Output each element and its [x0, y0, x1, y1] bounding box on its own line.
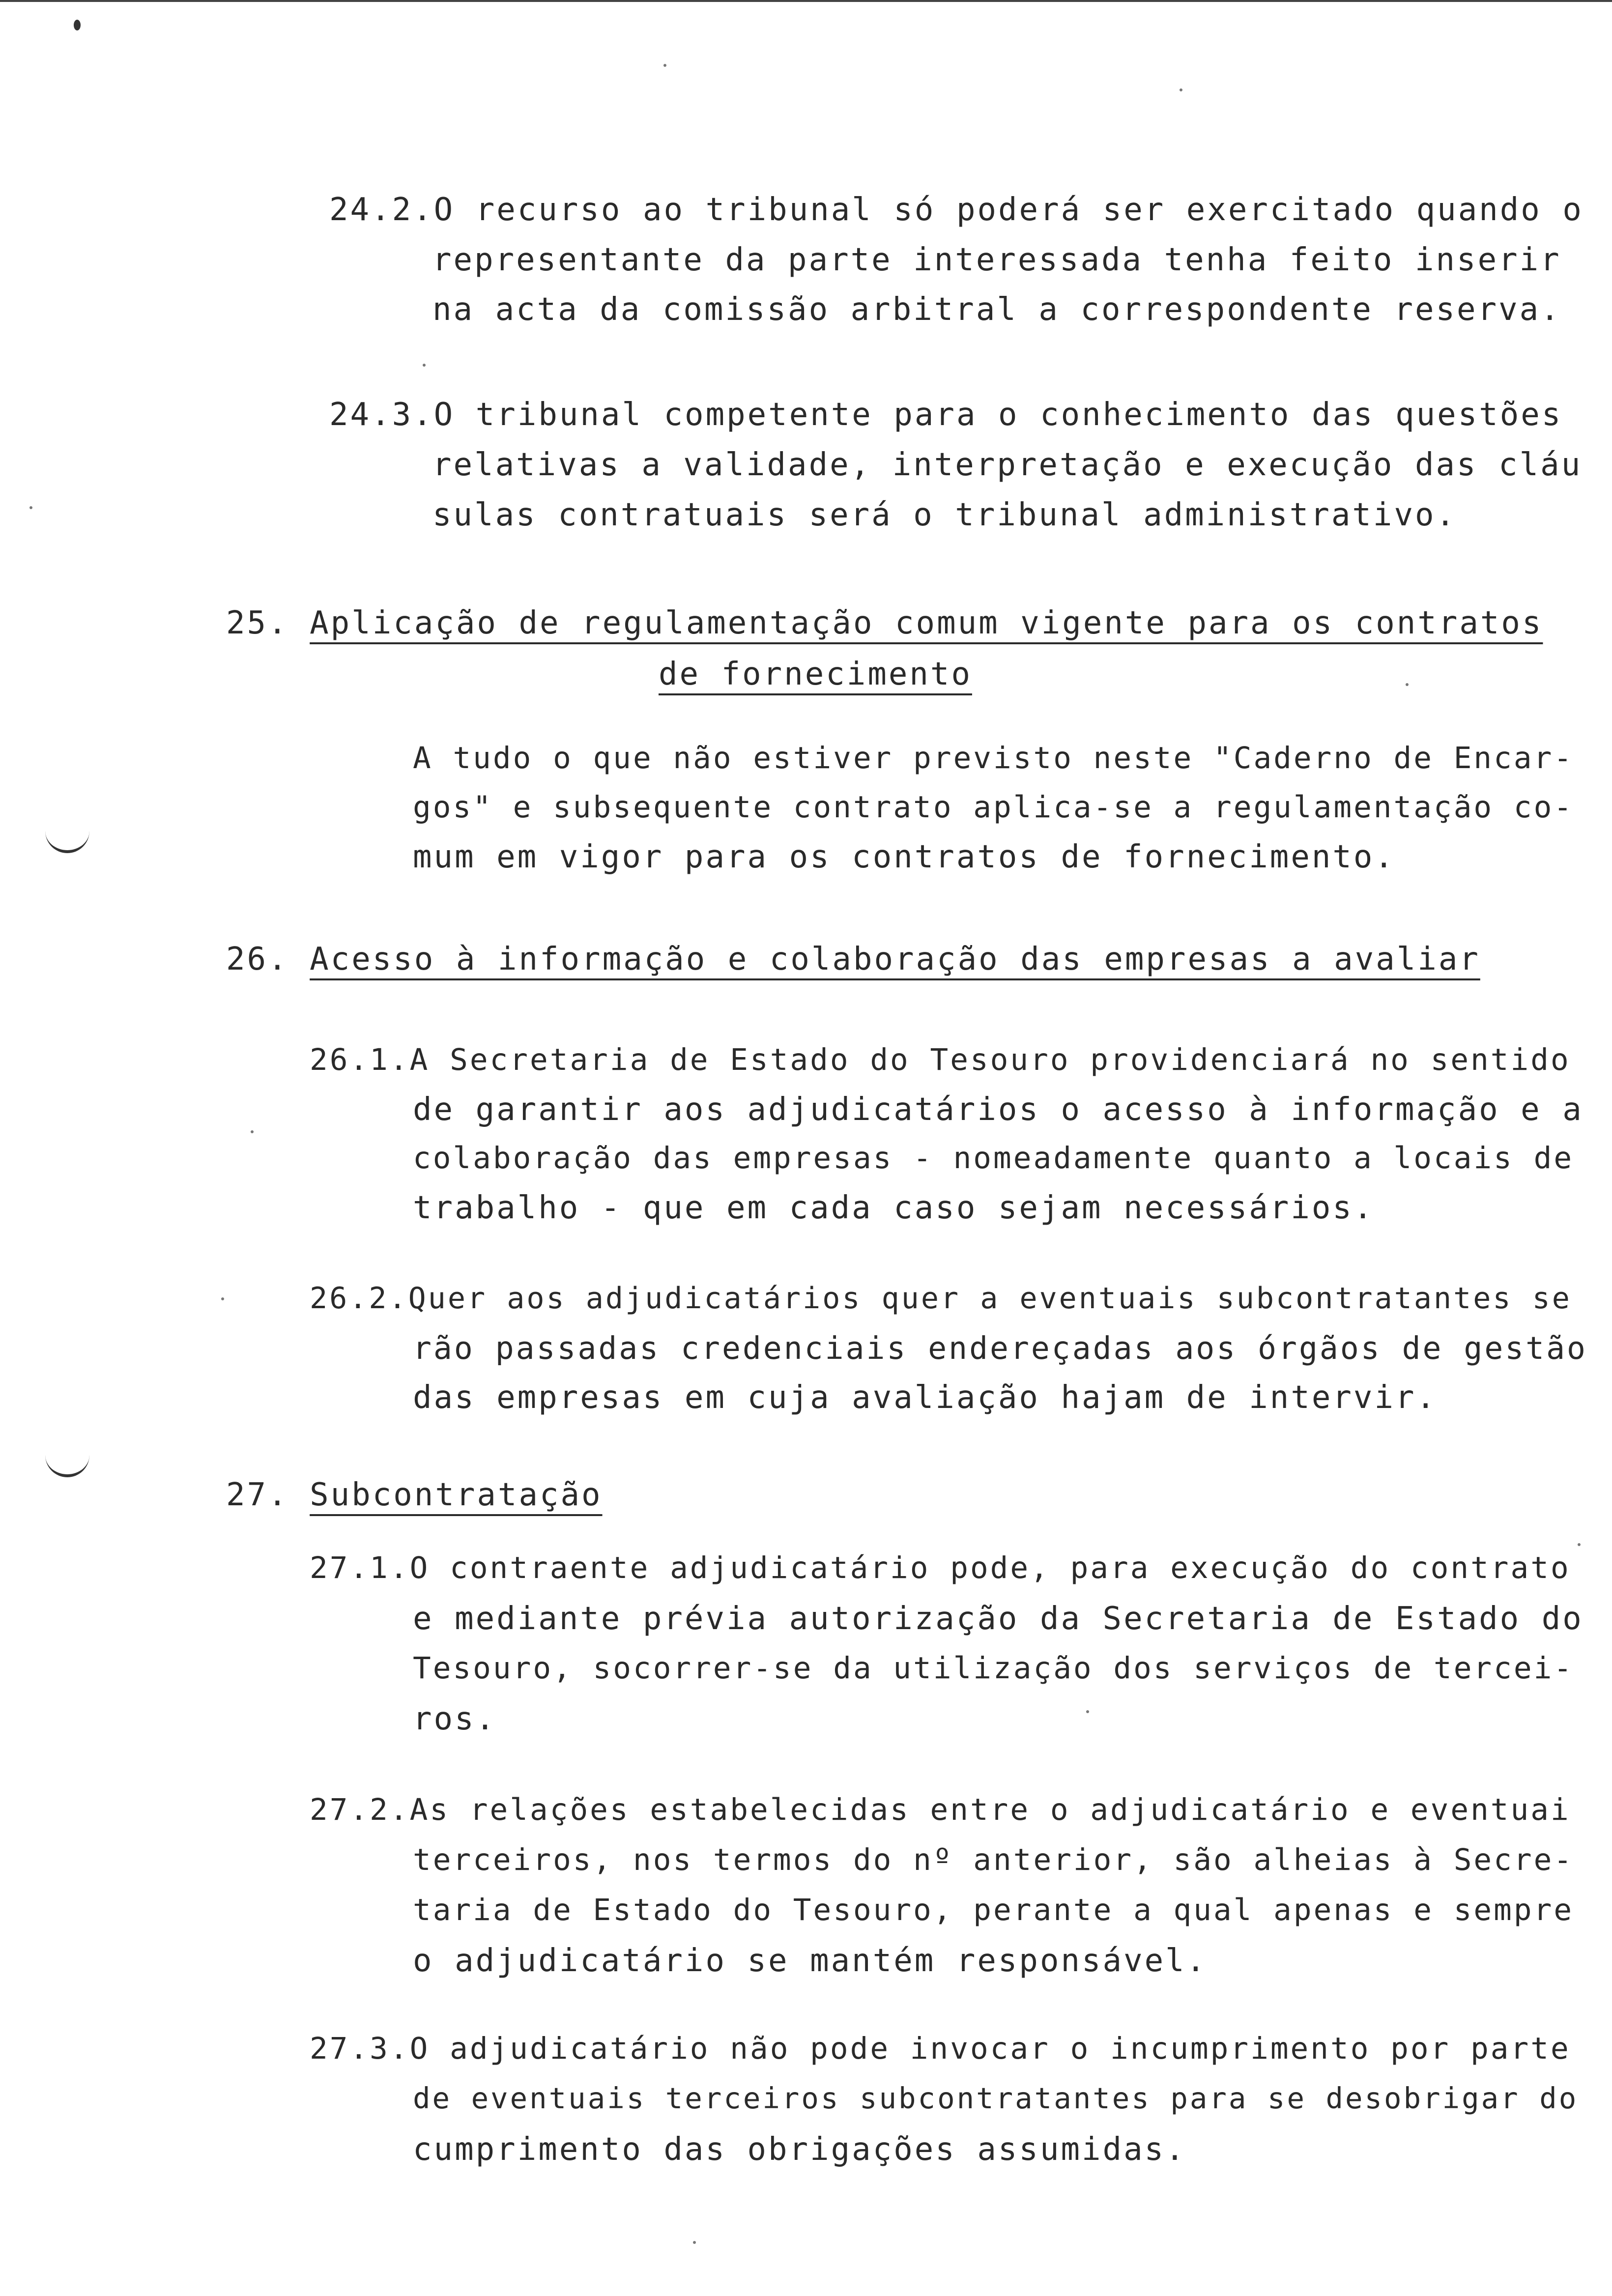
section-25-body-line-3: mum em vigor para os contratos de fornecimento. — [413, 839, 1395, 875]
clause-26-1-line-3: colaboração das empresas - nomeadamente quanto a locais de — [413, 1141, 1574, 1176]
clause-text: O tribunal competente para o conhecimento das questões — [433, 397, 1563, 433]
section-25-heading-line-2: de fornecimento — [659, 656, 972, 692]
clause-text: As relações estabelecidas entre o adjudicatário e eventuai — [409, 1792, 1571, 1827]
section-number: 25. — [226, 605, 289, 641]
clause-27-3-line-2: de eventuais terceiros subcontratantes para se desobrigar do — [413, 2081, 1579, 2115]
clause-24-2-line-3: na acta da comissão arbitral a correspondente reserva. — [432, 291, 1561, 328]
clause-number: 24.2. — [329, 192, 434, 228]
clause-27-1-line-3: Tesouro, socorrer-se da utilização dos serviços de tercei- — [413, 1651, 1574, 1686]
section-25-body-line-2: gos" e subsequente contrato aplica-se a regulamentação co- — [413, 790, 1574, 825]
section-heading: Acesso à informação e colaboração das empresas a avaliar — [310, 941, 1480, 977]
clause-27-3-line-1 — [310, 2031, 1571, 2066]
clause-27-3-line-3: cumprimento das obrigações assumidas. — [413, 2131, 1186, 2168]
section-heading: Aplicação de regulamentação comum vigente para os contratos — [310, 605, 1543, 641]
section-heading: Subcontratação — [310, 1477, 603, 1513]
clause-26-2-line-2: rão passadas credenciais endereçadas aos órgãos de gestão — [413, 1330, 1587, 1366]
clause-26-2-line-1 — [310, 1281, 1572, 1316]
clause-27-1-line-1 — [310, 1550, 1571, 1585]
section-27-heading — [226, 1479, 603, 1511]
section-26-heading — [226, 941, 1480, 977]
clause-text: O adjudicatário não pode invocar o incumprimento por parte — [409, 2031, 1571, 2066]
clause-number: 26.1. — [310, 1042, 410, 1077]
clause-27-2-line-3: taria de Estado do Tesouro, perante a qual apenas e sempre — [413, 1893, 1574, 1927]
clause-26-1-line-4: trabalho - que em cada caso sejam necessários. — [413, 1190, 1375, 1226]
section-number: 27. — [226, 1477, 289, 1513]
clause-27-1-line-4: ros. — [413, 1701, 497, 1737]
clause-text: A Secretaria de Estado do Tesouro providenciará no sentido — [409, 1042, 1571, 1077]
clause-text: O recurso ao tribunal só poderá ser exercitado quando o — [433, 192, 1583, 228]
clause-text: O contraente adjudicatário pode, para execução do contrato — [409, 1550, 1571, 1585]
clause-24-2-line-1 — [329, 194, 1583, 226]
clause-24-3-line-1 — [329, 397, 1563, 433]
clause-24-2-line-2: representante da parte interessada tenha feito inserir — [432, 242, 1561, 278]
clause-24-3-line-2: relativas a validade, interpretação e execução das cláu — [432, 447, 1583, 483]
clause-26-1-line-1 — [310, 1042, 1571, 1077]
clause-number: 27.3. — [310, 2031, 410, 2066]
clause-number: 27.2. — [310, 1792, 410, 1827]
section-25-body-line-1: A tudo o que não estiver previsto neste "Caderno de Encar- — [413, 741, 1574, 775]
clause-number: 27.1. — [310, 1550, 410, 1585]
clause-text: Quer aos adjudicatários quer a eventuais subcontratantes se — [408, 1281, 1572, 1316]
section-25-heading-line-1 — [226, 607, 1543, 639]
clause-27-2-line-2: terceiros, nos termos do nº anterior, são alheias à Secre- — [413, 1842, 1574, 1877]
clause-27-2-line-4: o adjudicatário se mantém responsável. — [413, 1943, 1208, 1979]
clause-27-1-line-2: e mediante prévia autorização da Secretaria de Estado do — [413, 1601, 1583, 1637]
clause-26-1-line-2: de garantir aos adjudicatários o acesso à informação e a — [413, 1091, 1583, 1128]
clause-number: 24.3. — [329, 397, 434, 433]
clause-24-3-line-3: sulas contratuais será o tribunal administrativo. — [432, 497, 1457, 533]
clause-27-2-line-1 — [310, 1792, 1571, 1827]
section-number: 26. — [226, 941, 289, 977]
clause-26-2-line-3: das empresas em cuja avaliação hajam de intervir. — [413, 1379, 1438, 1416]
clause-number: 26.2. — [310, 1281, 408, 1316]
